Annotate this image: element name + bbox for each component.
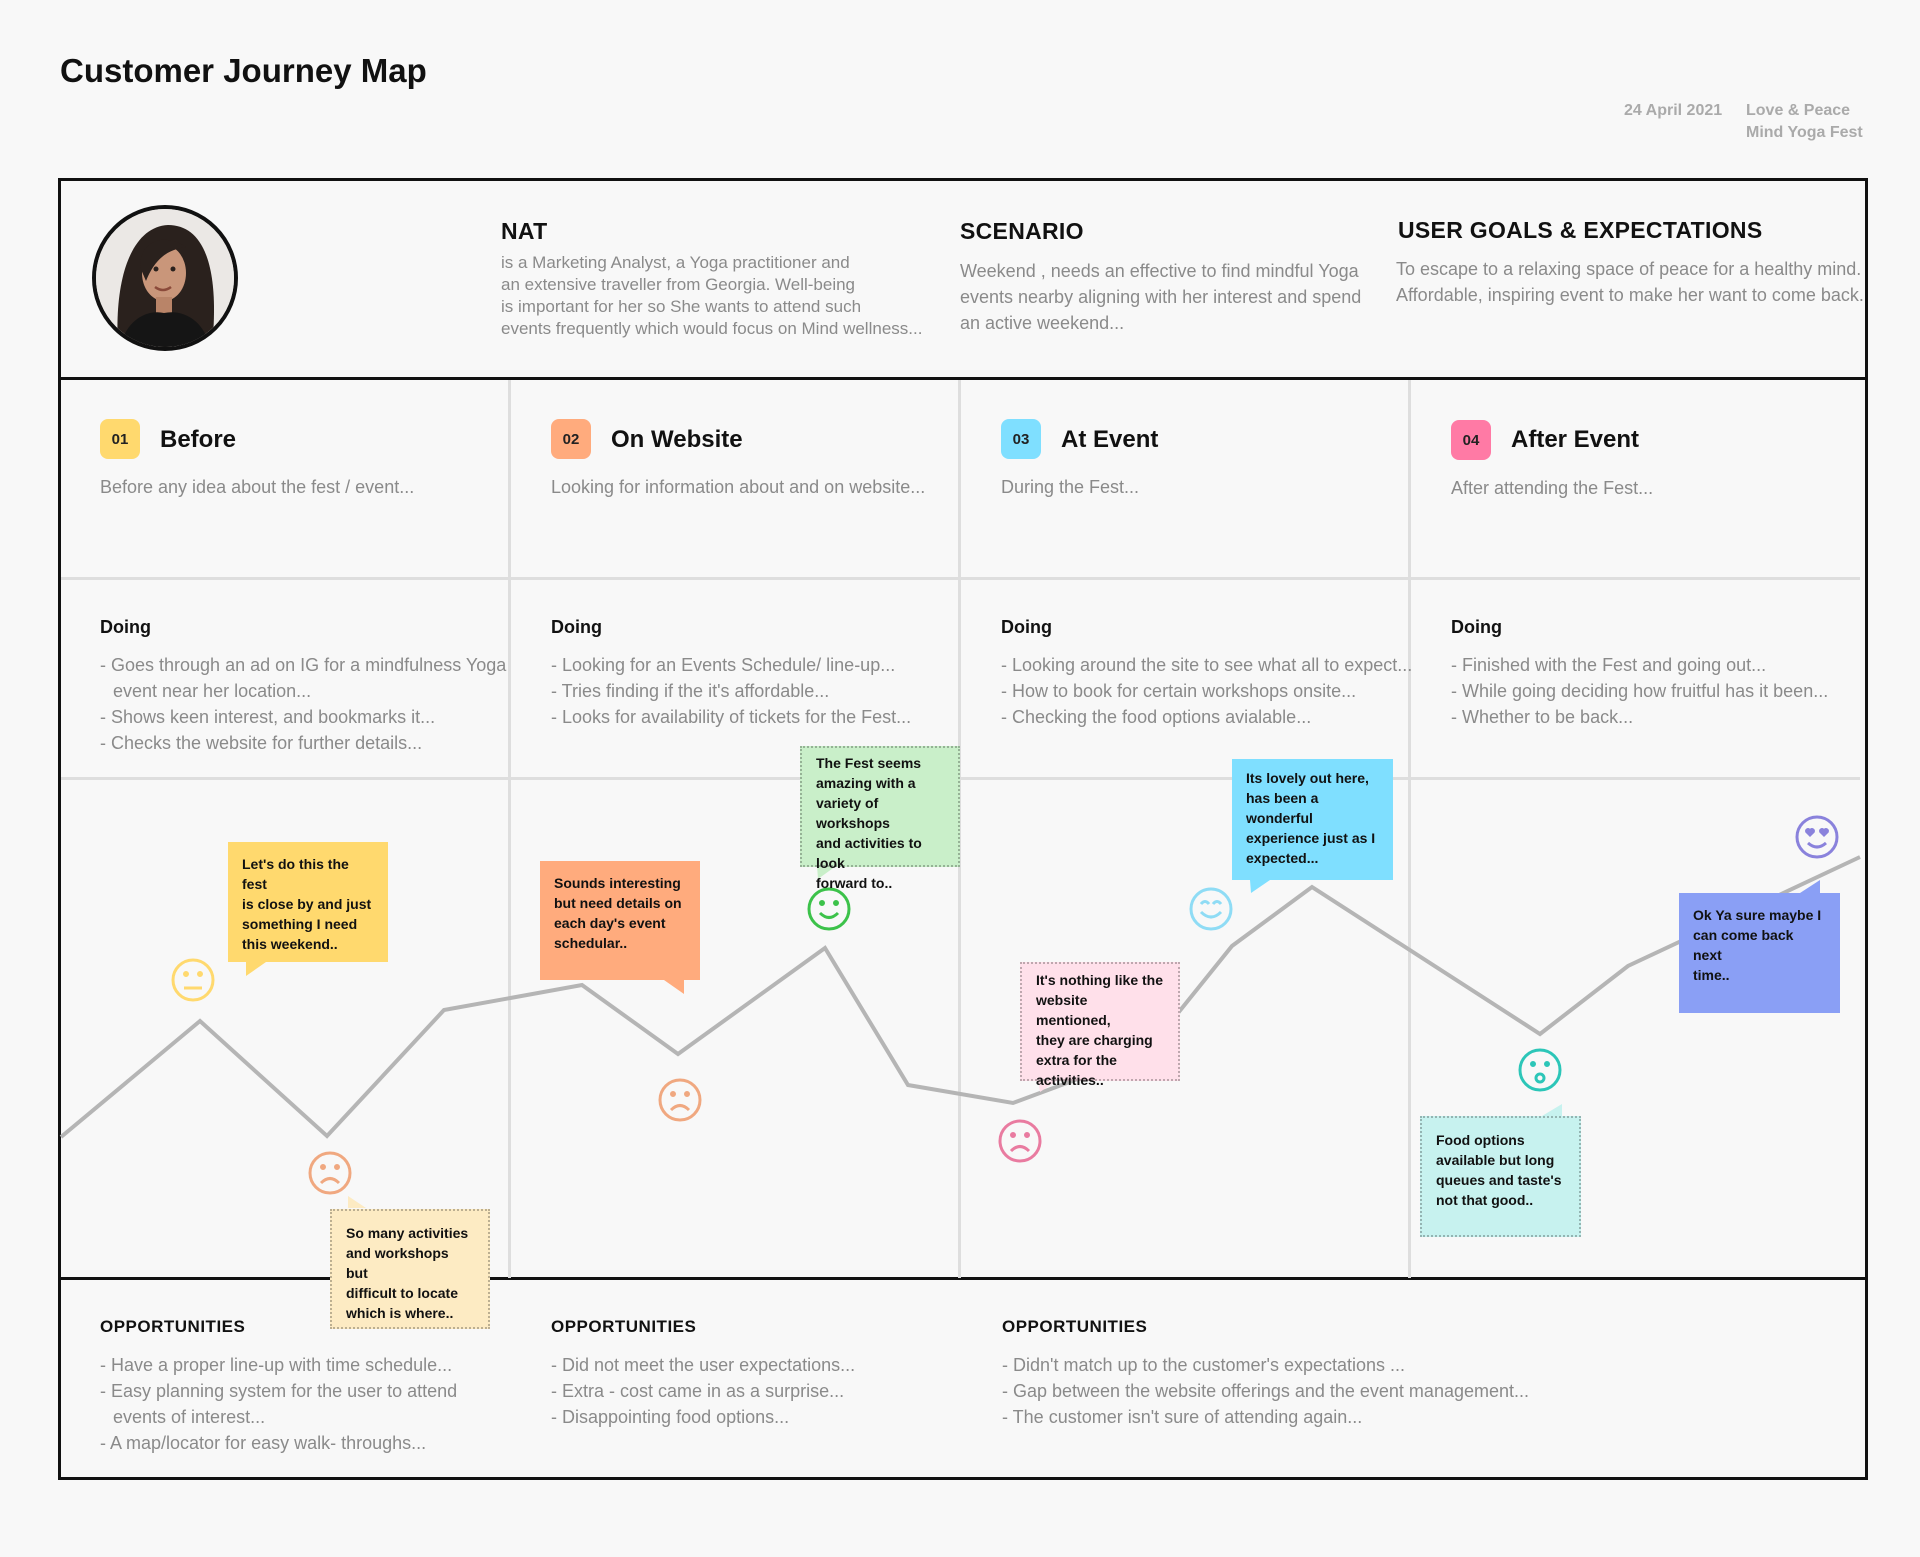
note-line: and workshops but — [346, 1245, 449, 1281]
doing-heading: Doing — [1001, 617, 1052, 637]
stage-title-at-event: At Event — [1061, 426, 1159, 453]
persona-line: is important for her so She wants to attend such — [501, 297, 862, 316]
note-tail — [348, 1196, 366, 1208]
scenario-title: SCENARIO — [960, 218, 1084, 244]
stage-number-badge: 01 — [100, 419, 140, 459]
smile-face-icon — [809, 889, 849, 929]
opportunity-item: - The customer isn't sure of attending again... — [1002, 1407, 1363, 1427]
note-line: So many activities — [346, 1225, 469, 1241]
sticky-note — [1679, 893, 1840, 1013]
persona-line: an extensive traveller from Georgia. Well-being — [501, 275, 856, 294]
event-name-line-2: Mind Yoga Fest — [1746, 124, 1863, 141]
note-line: Its lovely out here, — [1246, 770, 1369, 786]
note-line: which is where.. — [346, 1305, 454, 1321]
stage-title-after-event: After Event — [1511, 426, 1640, 453]
sad-face-icon — [310, 1153, 350, 1193]
scenario-line: Weekend , needs an effective to find mindful Yoga — [960, 261, 1359, 281]
opportunity-item: - Didn't match up to the customer's expectations ... — [1002, 1355, 1406, 1375]
note-line: something I need — [242, 916, 358, 932]
opportunity-item: - A map/locator for easy walk- throughs... — [100, 1433, 427, 1453]
sticky-note — [800, 746, 960, 891]
note-line: and activities to look — [816, 835, 922, 871]
stage-description: During the Fest... — [1001, 477, 1140, 497]
note-tail — [1250, 880, 1270, 893]
stage-description: Before any idea about the fest / event... — [100, 477, 415, 497]
doing-item: - How to book for certain workshops onsite... — [1001, 681, 1357, 701]
note-line: is close by and just — [242, 896, 372, 912]
note-line: It's nothing like the — [1036, 972, 1163, 988]
opportunities-heading: OPPORTUNITIES — [100, 1317, 246, 1336]
heart-eyes-face-icon — [1797, 817, 1837, 857]
sticky-note — [1232, 759, 1393, 880]
scenario-line: events nearby aligning with her interest and spend — [960, 287, 1362, 307]
sticky-note — [228, 842, 388, 962]
note-line: can come back next — [1693, 927, 1794, 963]
stage-description: After attending the Fest... — [1451, 478, 1654, 498]
doing-item: - Whether to be back... — [1451, 707, 1634, 727]
opportunity-item: - Disappointing food options... — [551, 1407, 790, 1427]
doing-item: - Checking the food options avialable... — [1001, 707, 1312, 727]
surprised-face-icon — [1520, 1050, 1560, 1090]
note-line: time.. — [1693, 967, 1730, 983]
note-line: difficult to locate — [346, 1285, 458, 1301]
persona-line: is a Marketing Analyst, a Yoga practitioner and — [501, 253, 850, 272]
note-line: expected... — [1246, 850, 1319, 866]
doing-item: - Looking for an Events Schedule/ line-up... — [551, 655, 896, 675]
sad-face-icon — [660, 1080, 700, 1120]
note-line: activities.. — [1036, 1072, 1104, 1088]
opportunity-item: - Extra - cost came in as a surprise... — [551, 1381, 845, 1401]
note-line: forward to.. — [816, 875, 893, 891]
note-line: extra for the — [1036, 1052, 1117, 1068]
event-name-line-1: Love & Peace — [1746, 102, 1851, 119]
neutral-face-icon — [173, 960, 213, 1000]
stage-title-before: Before — [160, 426, 237, 453]
opportunity-item: - Gap between the website offerings and the event management... — [1002, 1381, 1530, 1401]
doing-heading: Doing — [551, 617, 602, 637]
stage-number-badge: 04 — [1451, 420, 1491, 460]
doing-item: - Tries finding if the it's affordable... — [551, 681, 830, 701]
scenario-line: an active weekend... — [960, 313, 1125, 333]
doing-item: - Shows keen interest, and bookmarks it... — [100, 707, 436, 727]
note-tail — [246, 962, 266, 976]
doing-item: - While going deciding how fruitful has it been... — [1451, 681, 1829, 701]
note-line: schedular.. — [554, 935, 628, 951]
note-line: has been a — [1246, 790, 1319, 806]
note-line: Let's do this the fest — [242, 856, 349, 892]
note-line: experience just as I — [1246, 830, 1376, 846]
note-line: amazing with a — [816, 775, 916, 791]
opportunity-item: events of interest... — [113, 1407, 266, 1427]
page-title: Customer Journey Map — [60, 52, 427, 89]
opportunity-item: - Did not meet the user expectations... — [551, 1355, 856, 1375]
happy-face-icon — [1191, 889, 1231, 929]
persona-name: NAT — [501, 218, 548, 244]
map-date: 24 April 2021 — [1624, 102, 1723, 119]
stage-number-badge: 03 — [1001, 419, 1041, 459]
note-line: Sounds interesting — [554, 875, 681, 891]
note-line: but need details on — [554, 895, 682, 911]
opportunities-list — [551, 1352, 855, 1430]
note-line: wonderful — [1246, 810, 1313, 826]
opportunities-list — [1002, 1352, 1529, 1430]
doing-item: - Looks for availability of tickets for the Fest... — [551, 707, 912, 727]
opportunity-item: - Easy planning system for the user to attend — [100, 1381, 458, 1401]
note-line: they are charging — [1036, 1032, 1153, 1048]
stage-number-badge: 02 — [551, 419, 591, 459]
doing-item: - Finished with the Fest and going out... — [1451, 655, 1767, 675]
stage-title-on-website: On Website — [611, 426, 743, 453]
goals-line: To escape to a relaxing space of peace for a healthy mind. — [1396, 259, 1862, 279]
doing-item: - Looking around the site to see what all to expect... — [1001, 655, 1413, 675]
doing-item: - Checks the website for further details... — [100, 733, 423, 753]
doing-heading: Doing — [1451, 617, 1502, 637]
doing-item: - Goes through an ad on IG for a mindfulness Yoga — [100, 655, 507, 675]
note-line: this weekend.. — [242, 936, 338, 952]
opportunities-heading: OPPORTUNITIES — [551, 1317, 697, 1336]
note-line: queues and taste's — [1436, 1172, 1562, 1188]
stage-description: Looking for information about and on website... — [551, 477, 926, 497]
sticky-note — [1420, 1116, 1581, 1237]
sticky-note — [540, 861, 700, 980]
goals-line: Affordable, inspiring event to make her want to come back. — [1396, 285, 1864, 305]
frown-face-icon — [1000, 1121, 1040, 1161]
note-line: website mentioned, — [1036, 992, 1111, 1028]
persona-line: events frequently which would focus on Mind wellness... — [501, 319, 923, 338]
opportunity-item: - Have a proper line-up with time schedule... — [100, 1355, 453, 1375]
note-line: Ok Ya sure maybe I — [1693, 907, 1822, 923]
sticky-note — [330, 1209, 490, 1329]
note-tail — [1542, 1104, 1562, 1116]
note-tail — [664, 980, 684, 994]
note-line: not that good.. — [1436, 1192, 1534, 1208]
doing-item: event near her location... — [113, 681, 312, 701]
opportunities-heading: OPPORTUNITIES — [1002, 1317, 1148, 1336]
doing-heading: Doing — [100, 617, 151, 637]
note-line: available but long — [1436, 1152, 1555, 1168]
note-line: each day's event — [554, 915, 666, 931]
note-line: Food options — [1436, 1132, 1525, 1148]
note-line: The Fest seems — [816, 755, 922, 771]
goals-title: USER GOALS & EXPECTATIONS — [1398, 217, 1763, 243]
note-line: variety of workshops — [816, 795, 890, 831]
sticky-note — [1020, 962, 1180, 1088]
opportunities-list — [100, 1352, 457, 1456]
